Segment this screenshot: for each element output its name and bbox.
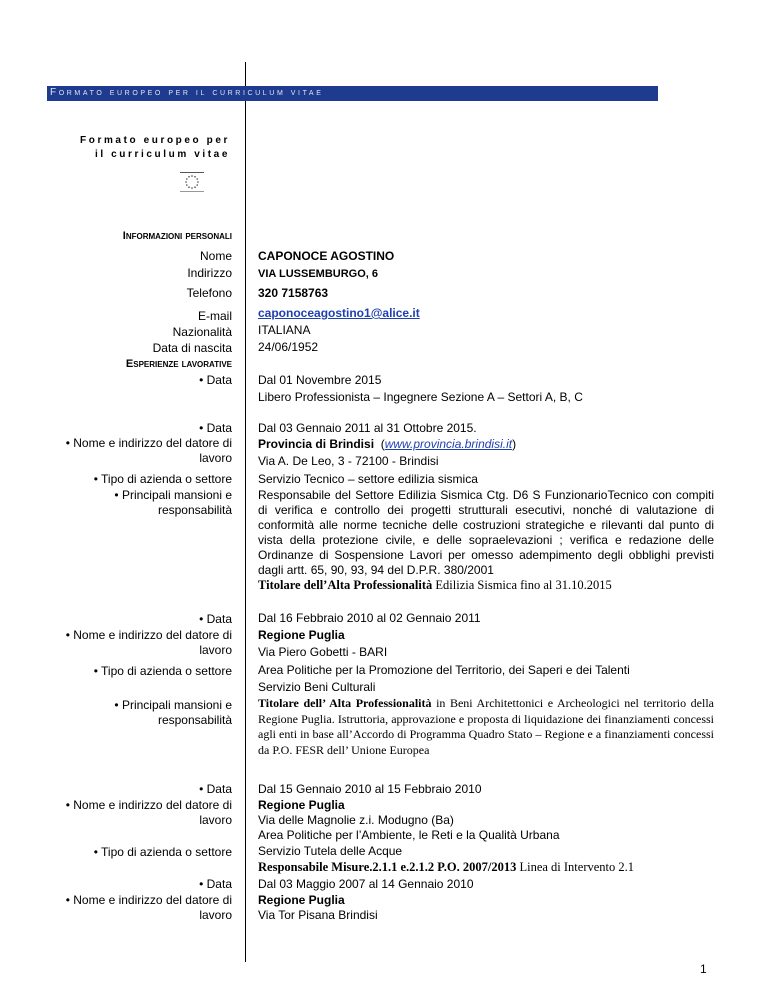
job4-resp (258, 860, 634, 875)
label-data: • Data (199, 782, 232, 796)
label-nazionalita: Nazionalità (172, 325, 232, 339)
value-data-nascita: 24/06/1952 (258, 340, 319, 354)
label-mansioni-2: responsabilità (157, 713, 232, 727)
job4-resp-rest: Linea di Intervento 2.1 (516, 860, 635, 874)
label-email: E-mail (197, 309, 232, 323)
job4-employer: Regione Puglia (258, 798, 345, 812)
label-data: • Data (199, 877, 232, 891)
label-datore: • Nome e indirizzo del datore di (65, 436, 232, 450)
job2-tipo: Servizio Tecnico – settore edilizia sismica (258, 472, 478, 486)
job2-titolare-bold: Titolare dell’Alta Professionalità (258, 578, 433, 592)
label-nome: Nome (199, 249, 232, 263)
label-datore: • Nome e indirizzo del datore di (65, 798, 232, 812)
job3-employer: Regione Puglia (258, 628, 345, 642)
job2-employer-line: Provincia di Brindisi (www.provincia.brindisi.it) (258, 437, 517, 451)
eu-flag-logo (180, 172, 204, 192)
column-divider (245, 62, 246, 962)
cv-title-line1: Formato europeo per (80, 135, 230, 146)
job3-tipo2: Servizio Beni Culturali (258, 680, 376, 694)
label-data: • Data (199, 421, 232, 435)
section-personal-info: Informazioni personali (122, 230, 232, 242)
label-datore-2: lavoro (199, 908, 232, 922)
job4-data: Dal 15 Gennaio 2010 al 15 Febbraio 2010 (258, 782, 482, 796)
job1-data: Dal 01 Novembre 2015 (258, 373, 382, 387)
job3-address: Via Piero Gobetti - BARI (258, 645, 388, 659)
job4-tipo1: Area Politiche per l’Ambiente, le Reti e la Qualità Urbana (258, 828, 560, 842)
value-nazionalita: ITALIANA (258, 323, 311, 337)
email-link[interactable]: caponoceagostino1@alice.it (258, 306, 420, 320)
job3-mansioni (258, 696, 714, 758)
job5-employer: Regione Puglia (258, 893, 345, 907)
job2-titolare-rest: Edilizia Sismica fino al 31.10.2015 (432, 578, 612, 592)
label-data-nascita: Data di nascita (152, 341, 232, 355)
job5-address: Via Tor Pisana Brindisi (258, 908, 378, 922)
label-indirizzo: Indirizzo (187, 266, 232, 280)
label-tipo: • Tipo di azienda o settore (93, 664, 232, 678)
label-datore-2: lavoro (199, 643, 232, 657)
label-mansioni: • Principali mansioni e (114, 488, 232, 502)
label-datore-2: lavoro (199, 813, 232, 827)
label-tipo: • Tipo di azienda o settore (93, 472, 232, 486)
job1-desc: Libero Professionista – Ingegnere Sezione A – Settori A, B, C (258, 390, 583, 404)
job4-tipo2: Servizio Tutela delle Acque (258, 844, 403, 858)
job2-data: Dal 03 Gennaio 2011 al 31 Ottobre 2015. (258, 421, 477, 435)
label-datore: • Nome e indirizzo del datore di (65, 893, 232, 907)
eu-stars-icon (180, 173, 204, 191)
label-data: • Data (199, 373, 232, 387)
job2-website-link[interactable]: www.provincia.brindisi.it (384, 437, 513, 451)
label-datore-2: lavoro (199, 451, 232, 465)
job3-data: Dal 16 Febbraio 2010 al 02 Gennaio 2011 (258, 611, 481, 625)
label-data: • Data (199, 612, 232, 626)
label-mansioni: • Principali mansioni e (114, 698, 232, 712)
label-datore: • Nome e indirizzo del datore di (65, 628, 232, 642)
value-indirizzo: VIA LUSSEMBURGO, 6 (258, 268, 378, 280)
job3-mansioni-rest: in Beni Architettonici e Archeologici nel territorio della Regione Puglia. Istruttoria, approvazione e proposta di liquidazione dei finanziamenti concessi agli enti in base all’Accordo di Programma Quadro Stato – Regione e a finanziamenti concessi da P.O. FESR dell’ Unione Europea (258, 696, 714, 757)
section-esperienze: Esperienze lavorative (125, 358, 232, 370)
job3-mansioni-bold: Titolare dell’ Alta Professionalità (258, 696, 432, 710)
job4-address: Via delle Magnolie z.i. Modugno (Ba) (258, 813, 454, 827)
job2-titolare (258, 578, 612, 593)
value-telefono: 320 7158763 (258, 286, 329, 300)
label-tipo: • Tipo di azienda o settore (93, 845, 232, 859)
job5-data: Dal 03 Maggio 2007 al 14 Gennaio 2010 (258, 877, 474, 891)
job2-mansioni: Responsabile del Settore Edilizia Sismica Ctg. D6 S FunzionarioTecnico con compiti di verifica e controllo dei progetti strutturali esecutivi, nonché di valutazione di conformità alle norme tecniche delle costruzioni strategiche e rilevanti dal punto di vista della protezione civile, e delle sopraelevazioni ; verifica e redazione delle Ordinanze di Sospensione Lavori per omesso adempimento degli obblighi previsti dagli artt. 65, 90, 93, 94 del D.P.R. 380/2001 (258, 488, 714, 577)
job3-tipo1: Area Politiche per la Promozione del Territorio, dei Saperi e dei Talenti (258, 663, 630, 677)
label-telefono: Telefono (186, 286, 232, 300)
page-number: 1 (700, 962, 707, 976)
job4-resp-bold: Responsabile Misure.2.1.1 e.2.1.2 P.O. 2007/2013 (258, 860, 517, 874)
cv-title-line2: il curriculum vitae (95, 149, 230, 160)
label-mansioni-2: responsabilità (157, 503, 232, 517)
job2-employer: Provincia di Brindisi (258, 437, 375, 451)
value-nome: CAPONOCE AGOSTINO (258, 249, 395, 263)
header-bar-title: Formato europeo per il curriculum vitae (50, 87, 324, 98)
job2-address: Via A. De Leo, 3 - 72100 - Brindisi (258, 454, 439, 468)
